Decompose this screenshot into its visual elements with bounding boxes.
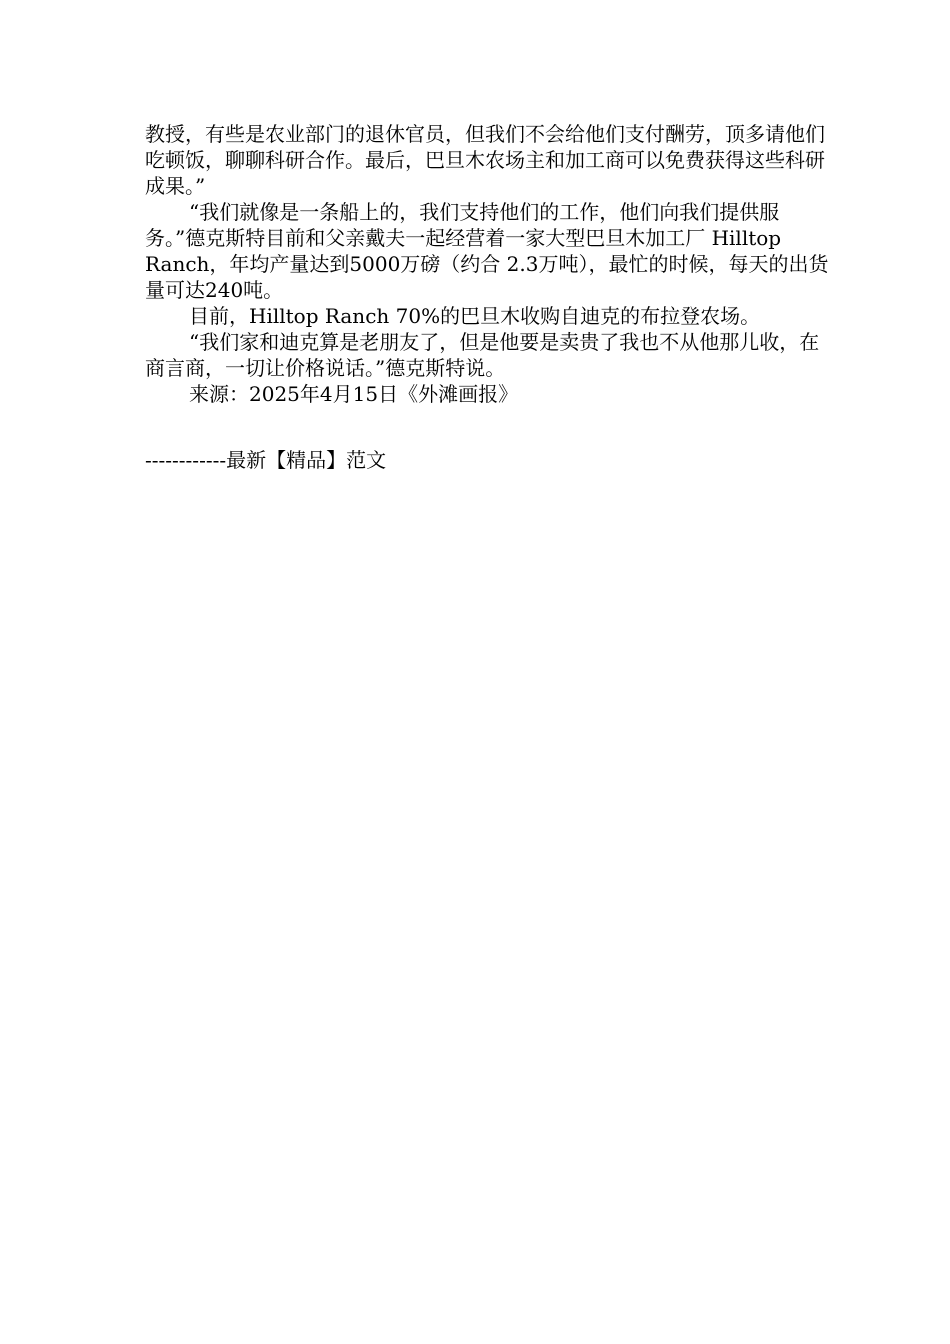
paragraph-source: 来源：2025年4月15日《外滩画报》: [189, 382, 519, 406]
paragraph-purchase-share: 目前，Hilltop Ranch 70%的巴旦木收购自迪克的布拉登农场。: [189, 304, 761, 328]
paragraph-continuation: 教授，有些是农业部门的退休官员，但我们不会给他们支付酬劳，顶多请他们吃顿饭，聊聊科研合作。最后，巴旦木农场主和加工商可以免费获得这些科研成果。”: [145, 122, 825, 198]
paragraph-quote-friends: “我们家和迪克算是老朋友了，但是他要是卖贵了我也不从他那儿收，在商言商，一切让价格说话。”德克斯特说。: [145, 330, 820, 380]
article-body: [145, 121, 835, 407]
footer-note: ------------最新【精品】范文: [145, 448, 387, 472]
paragraph-quote-ship: “我们就像是一条船上的，我们支持他们的工作，他们向我们提供服务。”德克斯特目前和父亲戴夫一起经营着一家大型巴旦木加工厂 Hilltop Ranch，年均产量达到5000万磅（约合 2.3万吨），最忙的时候，每天的出货量可达240吨。: [145, 200, 829, 302]
